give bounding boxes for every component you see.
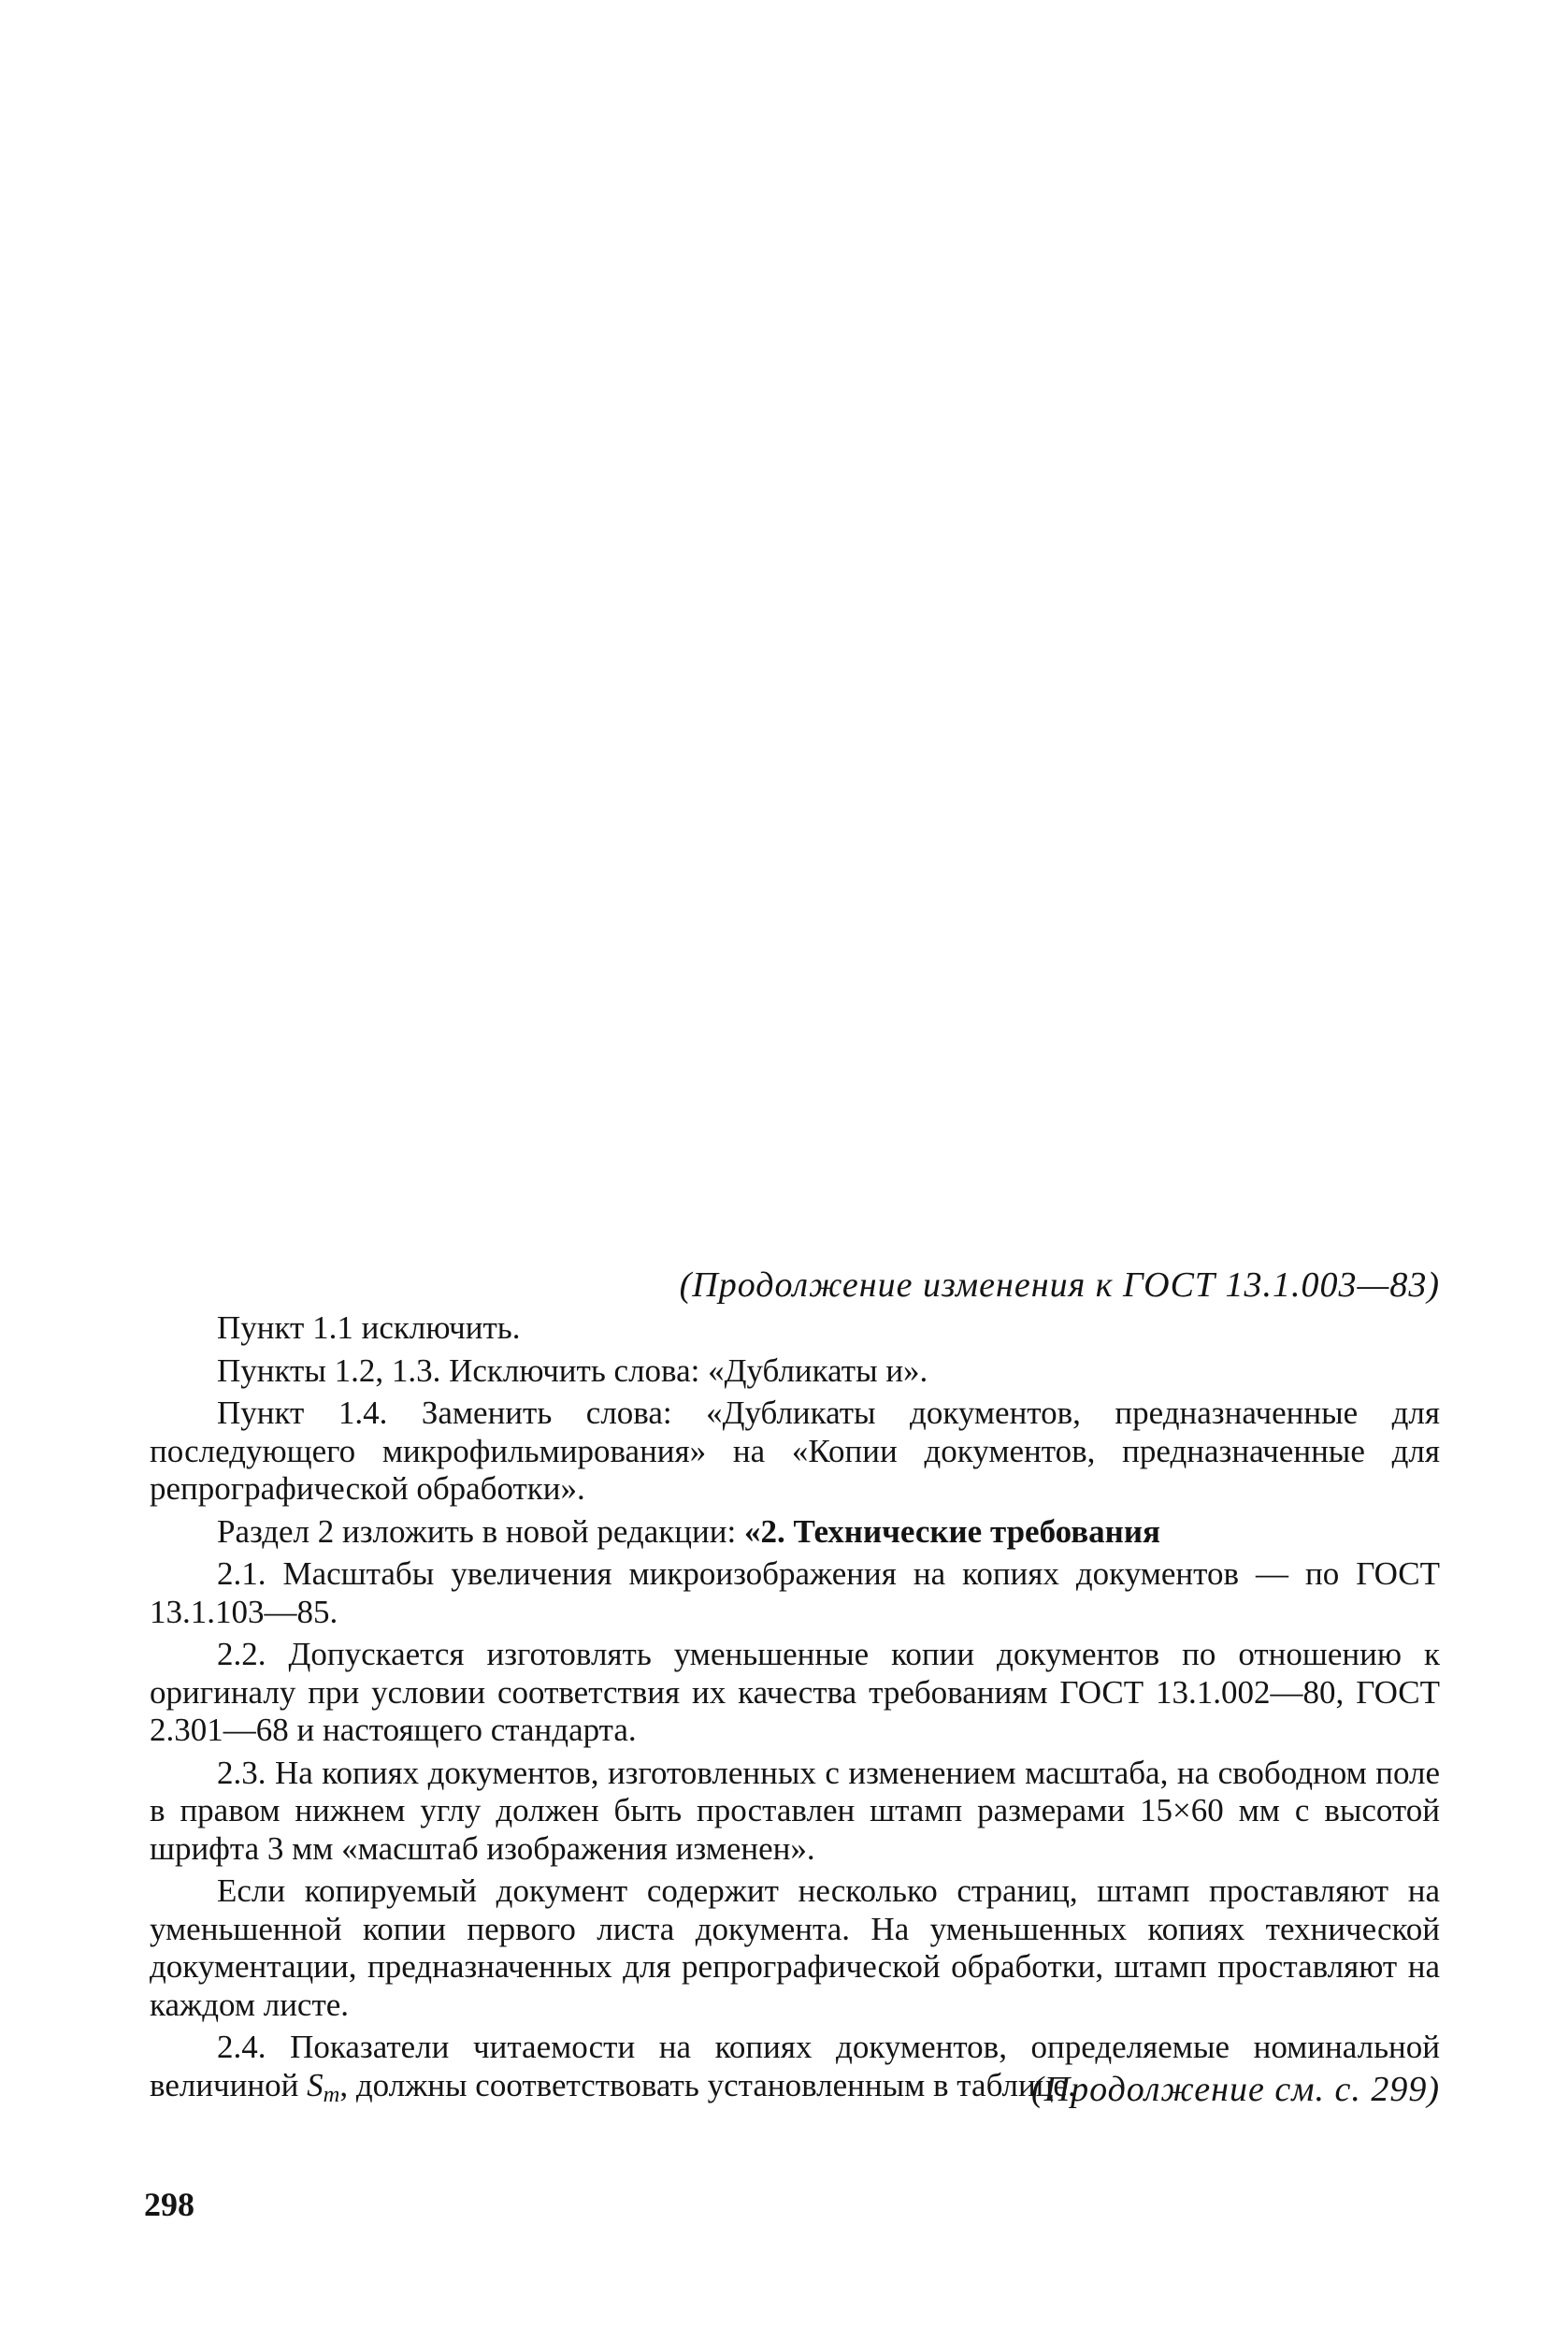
- paragraph-2-4-start: 2.4. Показатели читаемости на копиях документов, определяемые номинальной величиной: [150, 2029, 1440, 2103]
- paragraph-3: Пункт 1.4. Заменить слова: «Дубликаты документов, предназначенные для последующего микрофильмирования» на «Копии документов, предназначенные для репрографической обработки».: [150, 1394, 1440, 1507]
- paragraph-4: [150, 1513, 1440, 1552]
- paragraph-2: Пункты 1.2, 1.3. Исключить слова: «Дубликаты и».: [217, 1351, 928, 1389]
- section-intro-text: Раздел 2 изложить в новой редакции:: [217, 1512, 744, 1550]
- symbol-s: S: [307, 2066, 324, 2103]
- continuation-footer: (Продолжение см. с. 299): [1030, 2070, 1440, 2109]
- continuation-header: (Продолжение изменения к ГОСТ 13.1.003—83): [679, 1265, 1440, 1305]
- page-number: 298: [144, 2186, 194, 2223]
- document-body: [150, 1309, 1440, 2118]
- paragraph-2-4-end: , должны соответствовать установленным в таблице.: [339, 2066, 1076, 2103]
- paragraph-1: Пункт 1.1 исключить.: [217, 1309, 521, 1346]
- section-title: «2. Технические требования: [743, 1512, 1160, 1550]
- paragraph-2-3-continued: Если копируемый документ содержит несколько страниц, штамп проставляют на уменьшенной копии первого листа документа. На уменьшенных копиях технической документации, предназначенных для репрографической обработки, штамп проставляют на каждом листе.: [150, 1872, 1440, 2023]
- paragraph-2-2: 2.2. Допускается изготовлять уменьшенные копии документов по отношению к оригиналу при условии соответствия их качества требованиям ГОСТ 13.1.002—80, ГОСТ 2.301—68 и настоящего стандарта.: [150, 1636, 1440, 1748]
- symbol-subscript-m: m: [323, 2081, 340, 2107]
- paragraph-2-1: 2.1. Масштабы увеличения микроизображения на копиях документов — по ГОСТ 13.1.103—85.: [150, 1555, 1440, 1630]
- paragraph-2-3: 2.3. На копиях документов, изготовленных с изменением масштаба, на свободном поле в правом нижнем углу должен быть проставлен штамп размерами 15×60 мм с высотой шрифта 3 мм «масштаб изображения изменен».: [150, 1754, 1440, 1867]
